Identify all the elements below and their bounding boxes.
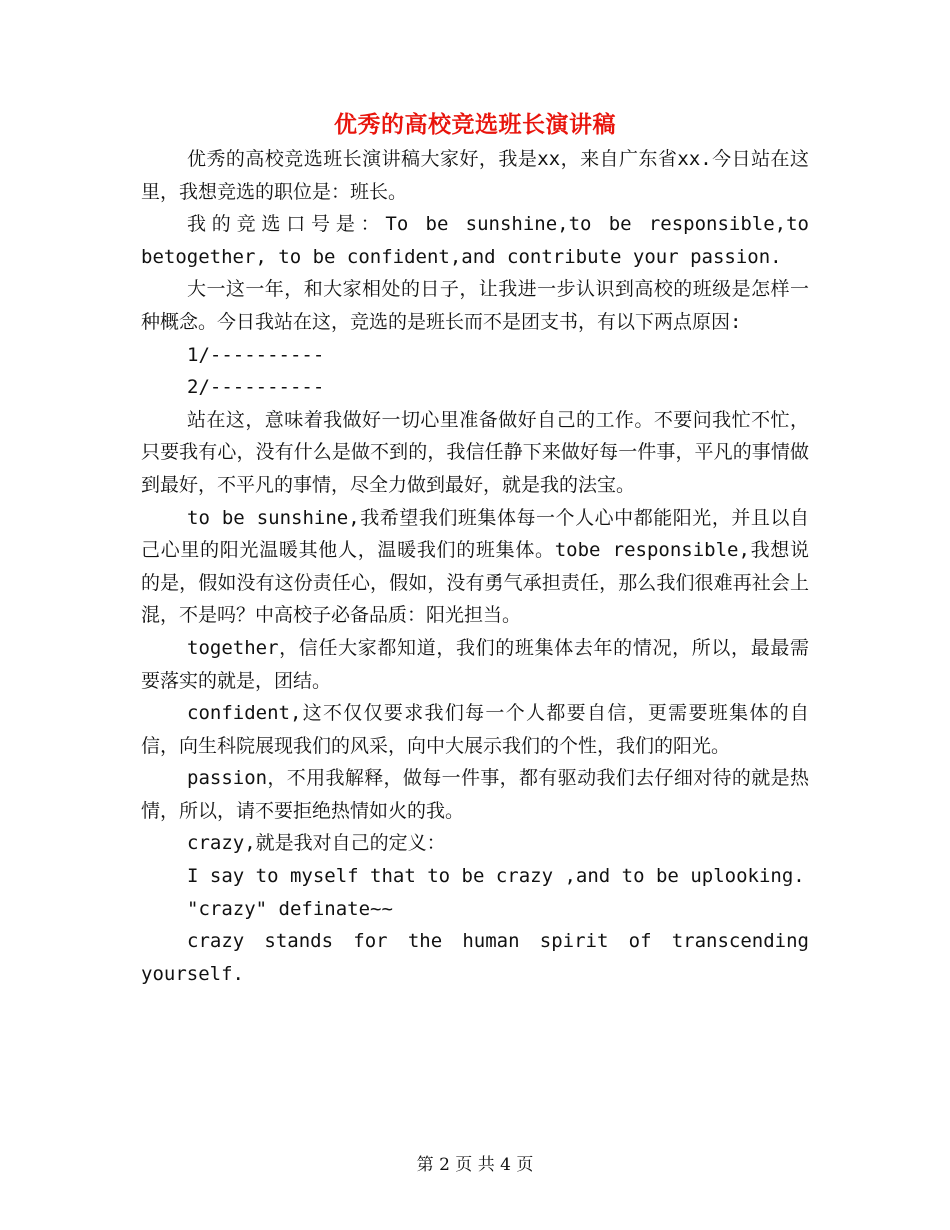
paragraph-commitment: 站在这，意味着我做好一切心里准备做好自己的工作。不要问我忙不忙，只要我有心，没有什么是做不到的，我信任静下来做好每一件事，平凡的事情做到最好，不平凡的事情，尽全力做到最好，就是我的法宝。	[141, 408, 809, 496]
paragraph-intro: 优秀的高校竞选班长演讲稿大家好，我是xx，来自广东省xx.今日站在这里，我想竞选的职位是：班长。	[141, 148, 809, 203]
paragraph-uplooking: I say to myself that to be crazy ,and to be uplooking.	[187, 865, 805, 888]
paragraph-reason-2: 2/----------	[187, 376, 325, 399]
paragraph-sunshine: to be sunshine,我希望我们班集体每一个人心中都能阳光，并且以自己心里的阳光温暖其他人，温暖我们的班集体。tobe responsible,我想说的是，假如没有这份责任心，假如，没有勇气承担责任，那么我们很难再社会上混，不是吗？中高校子必备品质：阳光担当。	[141, 506, 809, 627]
page-number-footer: 第 2 页 共 4 页	[416, 1155, 534, 1175]
paragraph-passion: passion，不用我解释，做每一件事，都有驱动我们去仔细对待的就是热情，所以，请不要拒绝热情如火的我。	[141, 767, 809, 822]
paragraph-together: together，信任大家都知道，我们的班集体去年的情况，所以，最最需要落实的就是，团结。	[141, 636, 809, 692]
paragraph-confident: confident,这不仅仅要求我们每一个人都要自信，更需要班集体的自信，向生科院展现我们的风采，向中大展示我们的个性，我们的阳光。	[141, 702, 809, 757]
paragraph-slogan: 我的竞选口号是：To be sunshine,to be responsible,to betogether, to be confident,and contribute your passion.	[141, 213, 809, 268]
document-body	[141, 143, 809, 990]
paragraph-definate: "crazy" definate~~	[187, 897, 393, 920]
paragraph-crazy: crazy,就是我对自己的定义：	[187, 832, 446, 855]
paragraph-reason-1: 1/----------	[187, 343, 325, 366]
paragraph-reasons: 大一这一年，和大家相处的日子，让我进一步认识到高校的班级是怎样一种概念。今日我站在这，竞选的是班长而不是团支书，有以下两点原因:	[141, 278, 809, 333]
paragraph-transcending: crazy stands for the human spirit of transcending yourself.	[141, 930, 809, 985]
document-title: 优秀的高校竞选班长演讲稿	[334, 111, 616, 138]
